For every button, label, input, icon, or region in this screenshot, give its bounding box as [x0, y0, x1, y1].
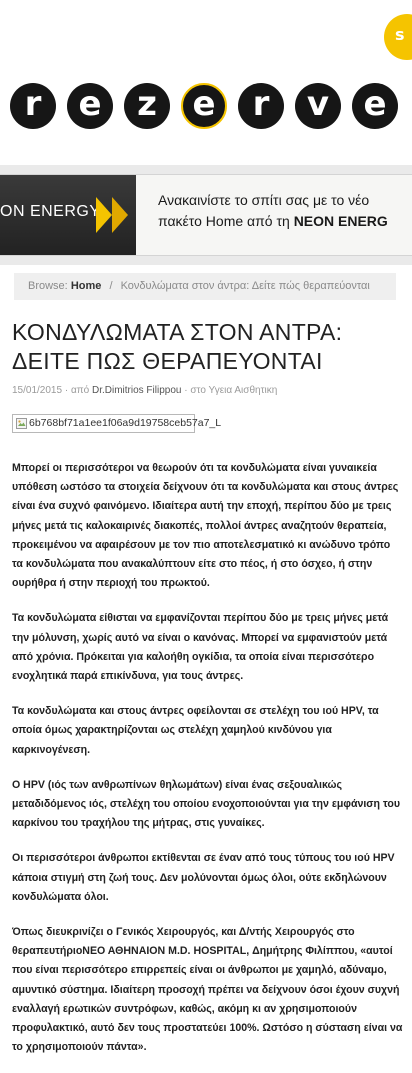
image-alt-text: 6b768bf71a1ee1f06a9d19758ceb57a7_L: [29, 417, 222, 429]
article-paragraph: Τα κονδυλώματα είθισται να εμφανίζονται περίπου δύο με τρεις μήνες μετά την μόλυνση, χωρίς αυτό να είναι ο κανόνας. Μπορεί να εμφανιστούν μετά από χρόνια. Πρόκειται για καλοήθη ογκίδια, τα οποία είναι περισσότερο ενοχλητικά παρά επικίνδυνα, για τους άντρες.: [12, 612, 389, 683]
site-header: [0, 0, 412, 165]
article-paragraph: Ο HPV (ιός των ανθρωπίνων θηλωμάτων) είναι ένας σεξουαλικώς μεταδιδόμενος ιός, στελέχη του οποίου ενοχοποιούνται για την εμφάνιση του καρκίνου του τραχήλου της μήτρας, στις γυναίκες.: [12, 778, 401, 830]
ad-line-1: Ανακαινίστε το σπίτι σας με το νέο: [158, 192, 370, 208]
logo-letter: r: [10, 83, 56, 129]
ad-text-panel: [136, 175, 412, 255]
corner-badge[interactable]: [384, 14, 412, 60]
breadcrumb-current: Κονδυλώματα στον άντρα: Δείτε πώς θεραπεύονται: [120, 280, 370, 292]
ad-brand-panel: [0, 175, 136, 255]
logo-letter: v: [295, 83, 341, 129]
meta-by: από: [70, 385, 90, 396]
ad-line-2-prefix: πακέτο Home από τη: [158, 213, 294, 229]
article-paragraph: Μπορεί οι περισσότεροι να θεωρούν ότι τα κονδυλώματα είναι γυναικεία υπόθεση ωστόσο τα στοιχεία δείχνουν ότι τα κονδυλώματα και στους άντρες είναι ένα συχνό φαινόμενο. Ιδιαίτερα αυτή την εποχή, περίπου δύο με τρεις μήνες μετά τις καλοκαιρινές διακοπές, πολλοί άντρες αναζητούν θεραπεία, προκειμένου να αφαιρέσουν με τον πιο αποτελεσματικό κι ανώδυνο τρόπο τα κονδυλώματα που ανακαλύπτουν είτε στο πέος, ή στο όσχεο, ή στην ουρήθρα ή στην περιοχή του πρωκτού.: [12, 462, 399, 590]
logo-letter: z: [124, 83, 170, 129]
article-image: [12, 414, 222, 433]
logo-letter: r: [238, 83, 284, 129]
article-paragraph: Οι περισσότεροι άνθρωποι εκτίθενται σε έναν από τους τύπους του ιού HPV κάποια στιγμή στη ζωή τους. Δεν μολύνονται όμως όλοι, ούτε εκδηλώνουν κονδυλώματα όλοι.: [12, 852, 395, 903]
corner-badge-letter: s: [395, 25, 405, 44]
article-body: [12, 459, 404, 1073]
ad-chevron-icon: [96, 197, 112, 233]
ad-line-2-brand: NEON ENERG: [293, 213, 388, 229]
author-link[interactable]: Dr.Dimitrios Filippou: [91, 385, 182, 396]
breadcrumb-prefix: Browse:: [28, 280, 68, 292]
category-link[interactable]: Υγεια Αισθητικη: [208, 385, 278, 396]
article-paragraph: Όπως διευκρινίζει ο Γενικός Χειρουργός, και Δ/ντής Χειρουργός στο θεραπευτήριοΝΕΟ ΑΘΗΝΑΙΟΝ M.D. HOSPITAL, Δημήτρης Φιλίππου, «αυτοί που είναι περισσότερο επιρρεπείς είναι οι άνθρωποι με χαμηλό, αδύναμο, αμυντικό σύστημα. Ιδιαίτερη προσοχή πρέπει να δείχνουν όσοι έχουν συχνή εναλλαγή ερωτικών συντρόφων, καθώς, ακόμη κι αν χρησιμοποιούν προφυλακτικό, αυτό δεν τους προστατεύει 100%. Ωστόσο η σύσταση είναι να το χρησιμοποιούν πάντα».: [12, 926, 403, 1054]
breadcrumb: [14, 273, 396, 300]
breadcrumb-separator: /: [109, 280, 113, 292]
ad-brand: ON ENERGY: [0, 203, 101, 220]
article-paragraph: Τα κονδυλώματα και στους άντρες οφείλονται σε στελέχη του ιού HPV, τα οποία όμως χαρακτηρίζονται ως στελέχη χαμηλού κινδύνου για καρκινογένεση.: [12, 705, 379, 756]
ad-line-2: [158, 211, 388, 232]
logo-letter: e: [352, 83, 398, 129]
neon-energy-ad-banner[interactable]: [0, 174, 412, 256]
logo-letter: e: [67, 83, 113, 129]
meta-in: στο: [190, 385, 206, 396]
ad-chevron-icon: [112, 197, 128, 233]
logo-letter: e: [181, 83, 227, 129]
article-date: 15/01/2015: [12, 385, 63, 396]
article-meta: 15/01/2015 · από Dr.Dimitrios Filippou · στο Υγεια Αισθητικη: [12, 385, 278, 396]
article-title: ΚΟΝΔΥΛΩΜΑΤΑ ΣΤΟΝ ΑΝΤΡΑ: ΔΕΙΤΕ ΠΩΣ ΘΕΡΑΠΕΥΟΝΤΑΙ: [12, 319, 343, 374]
breadcrumb-home-link[interactable]: Home: [70, 280, 102, 292]
broken-image-icon: [16, 418, 27, 429]
ad-text: [158, 190, 388, 232]
